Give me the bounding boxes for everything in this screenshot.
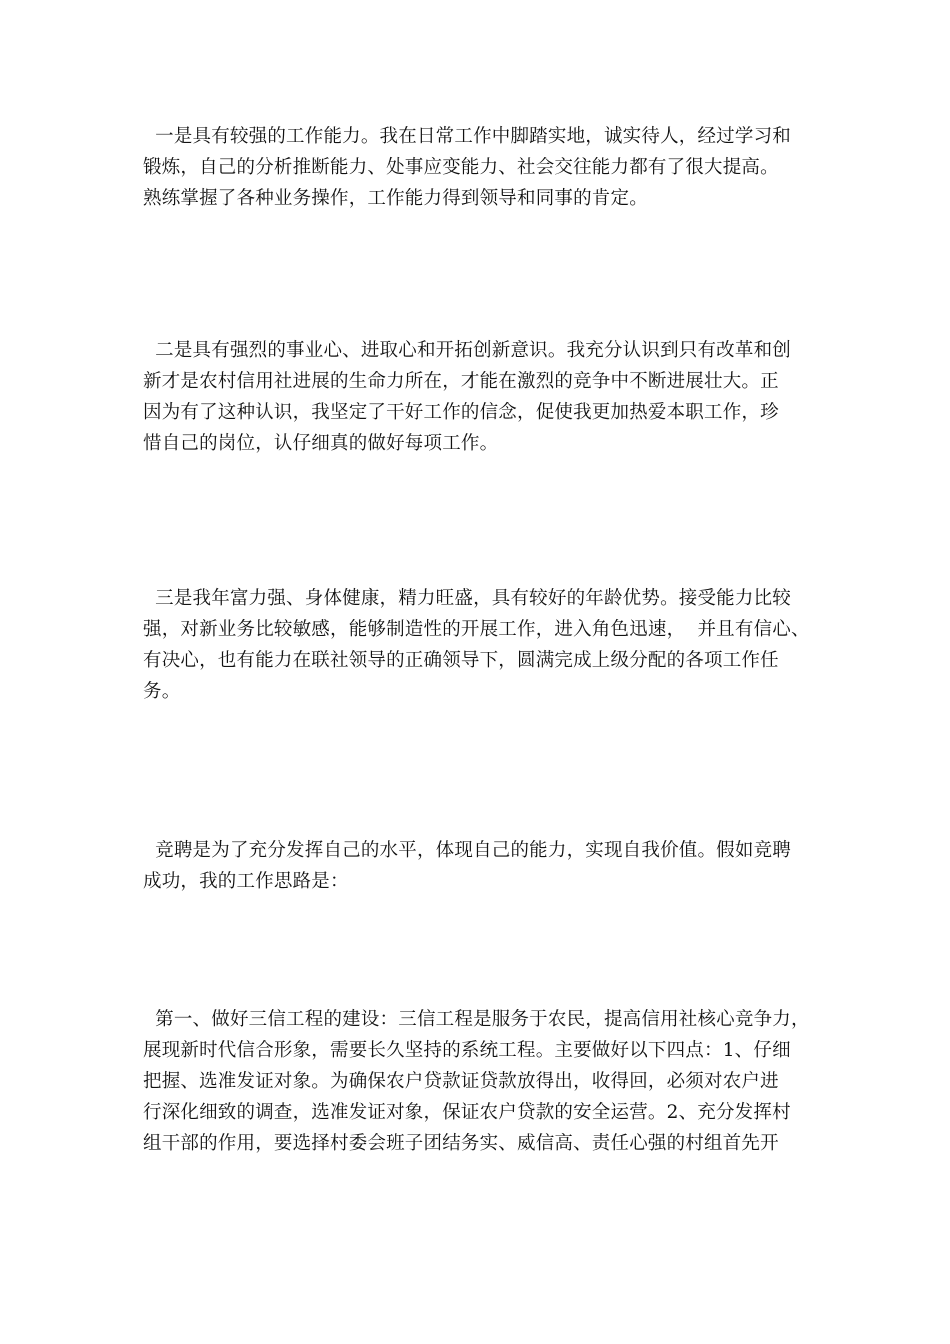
text-line: 组干部的作用，要选择村委会班子团结务实、威信高、责任心强的村组首先开 (143, 1133, 779, 1154)
text-line: 二是具有强烈的事业心、进取心和开拓创新意识。我充分认识到只有改革和创 (143, 340, 791, 361)
text-line: 务。 (143, 681, 181, 702)
paragraph-age-advantage (143, 583, 823, 707)
text-line: 成功，我的工作思路是： (143, 871, 349, 892)
text-line: 强，对新业务比较敏感，能够制造性的开展工作，进入角色迅速， 并且有信心、 (143, 619, 810, 640)
paragraph-three-credit-project (143, 1004, 823, 1159)
text-line: 行深化细致的调查，选准发证对象，保证农户贷款的安全运营。2、充分发挥村 (143, 1102, 791, 1123)
text-line: 因为有了这种认识，我坚定了干好工作的信念，促使我更加热爱本职工作，珍 (143, 402, 779, 423)
paragraph-work-plan-intro (143, 835, 823, 897)
text-line: 第一、做好三信工程的建设：三信工程是服务于农民，提高信用社核心竞争力， (143, 1009, 810, 1030)
text-line: 竞聘是为了充分发挥自己的水平，体现自己的能力，实现自我价值。假如竞聘 (143, 840, 791, 861)
text-line: 三是我年富力强、身体健康，精力旺盛，具有较好的年龄优势。接受能力比较 (143, 588, 791, 609)
text-line: 把握、选准发证对象。为确保农户贷款证贷款放得出，收得回，必须对农户进 (143, 1071, 779, 1092)
text-line: 有决心，也有能力在联社领导的正确领导下，圆满完成上级分配的各项工作任 (143, 650, 779, 671)
text-line: 锻炼，自己的分析推断能力、处事应变能力、社会交往能力都有了很大提高。 (143, 157, 779, 178)
text-line: 新才是农村信用社进展的生命力所在，才能在激烈的竞争中不断进展壮大。正 (143, 371, 779, 392)
text-line: 熟练掌握了各种业务操作，工作能力得到领导和同事的肯定。 (143, 188, 648, 209)
text-line: 一是具有较强的工作能力。我在日常工作中脚踏实地，诚实待人，经过学习和 (143, 126, 791, 147)
paragraph-dedication (143, 335, 823, 459)
text-line: 惜自己的岗位，认仔细真的做好每项工作。 (143, 433, 499, 454)
paragraph-work-ability (143, 121, 823, 214)
text-line: 展现新时代信合形象，需要长久坚持的系统工程。主要做好以下四点：1、仔细 (143, 1040, 791, 1061)
